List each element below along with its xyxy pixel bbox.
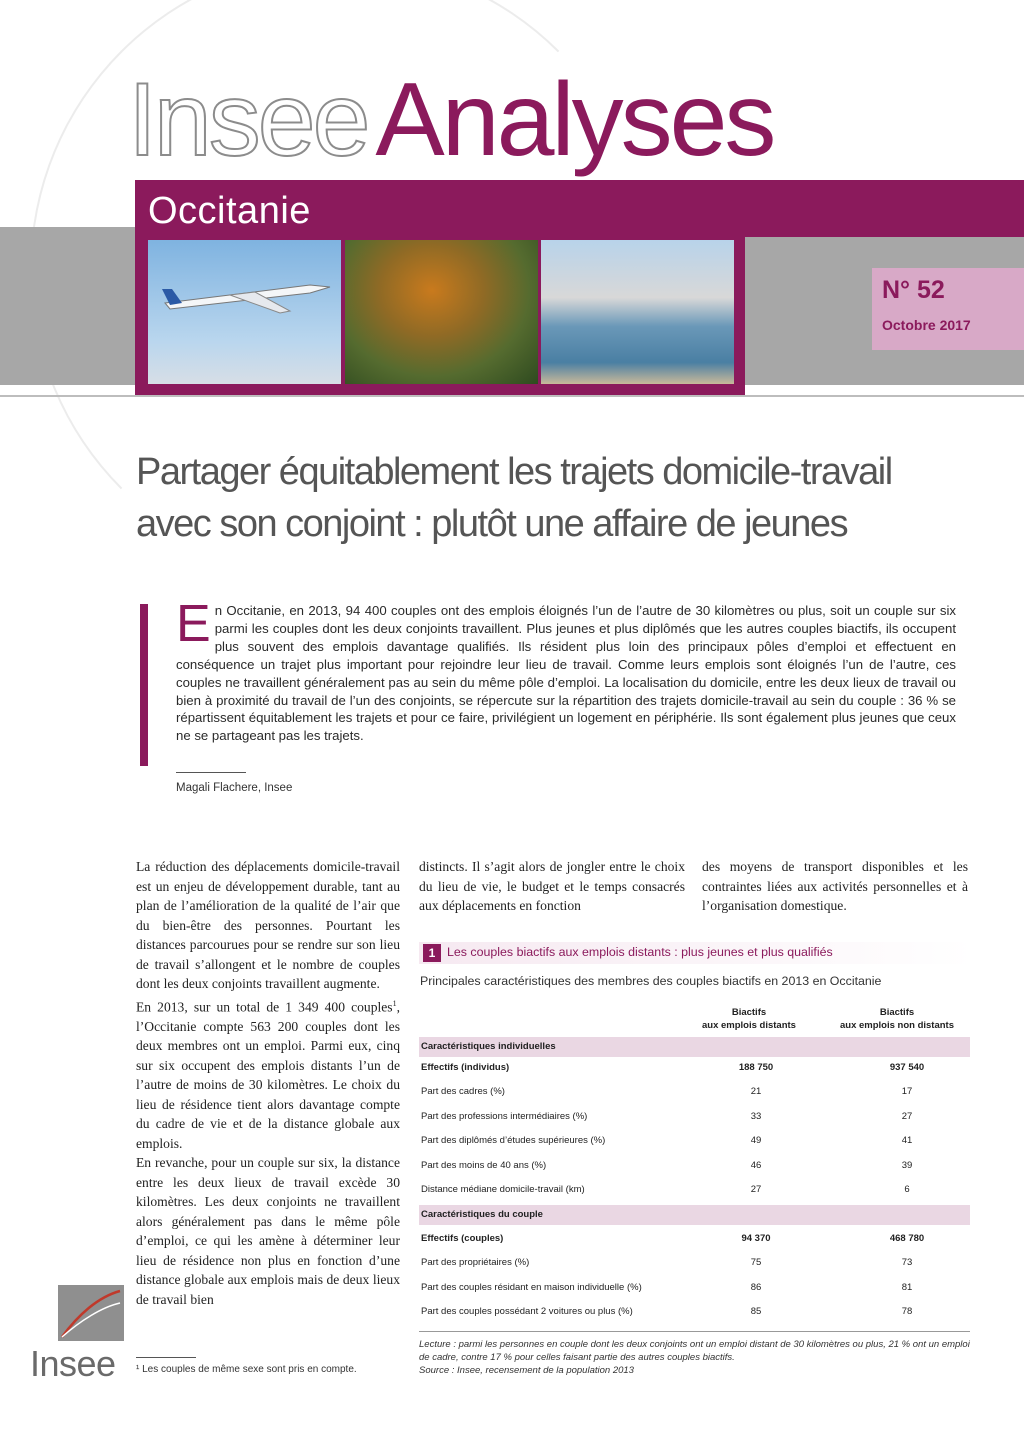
header-line: aux emplois distants bbox=[702, 1020, 796, 1031]
row-value-non-distant: 468 780 bbox=[889, 1233, 925, 1244]
body-paragraph: distincts. Il s’agit alors de jongler entre le choix du lieu de vie, le budget et le temps consacrés aux déplacements en fonction bbox=[419, 859, 685, 913]
page-title bbox=[136, 446, 976, 550]
table-row bbox=[419, 1131, 970, 1151]
title-line-2: avec son conjoint : plutôt une affaire de jeunes bbox=[136, 503, 848, 545]
beach-photo bbox=[541, 240, 734, 384]
airplane-icon bbox=[160, 275, 335, 315]
row-value-distant: 94 370 bbox=[741, 1233, 771, 1244]
row-value-non-distant: 6 bbox=[904, 1184, 910, 1195]
row-value-non-distant: 41 bbox=[901, 1135, 913, 1146]
summary-text: n Occitanie, en 2013, 94 400 couples ont des emplois éloignés l’un de l’autre de 30 kilomètres ou plus, soit un couple sur six parmi les couples dont les deux conjoints travaillent. Plus jeunes et plus diplômés que les autres couples biactifs, ils occupent plus souvent des emplois davantage qualifiés. Ils résident plus loin des principaux pôles d’emploi et effectuent en conséquence un trajet plus important pour rejoindre leur lieu de travail. Comme leurs emplois sont éloignés l’un de l’autre, ces couples ne travaillent généralement pas au sein du même pôle d’emploi. La localisation du domicile, entre les deux lieux de travail ou bien à proximité du travail de l’un des conjoints, se répercute sur la répartition des trajets domicile-travail au sein du couple : 36 % se répartissent équitablement les trajets et pour ce faire, privilégient un logement en périphérie. Ils sont également plus jeunes que ceux ne se partageant pas les trajets. bbox=[176, 603, 956, 744]
table-source: Source : Insee, recensement de la population 2013 bbox=[419, 1365, 634, 1376]
row-label: Effectifs (couples) bbox=[421, 1233, 504, 1244]
section-label: Caractéristiques individuelles bbox=[421, 1041, 556, 1052]
row-label: Effectifs (individus) bbox=[421, 1062, 510, 1073]
canal-photo bbox=[345, 240, 538, 384]
row-label: Part des moins de 40 ans (%) bbox=[421, 1160, 547, 1171]
row-label: Part des professions intermédiaires (%) bbox=[421, 1111, 588, 1122]
row-label: Part des diplômés d’études supérieures (%) bbox=[421, 1135, 606, 1146]
table-row bbox=[419, 1302, 970, 1322]
brand-analyses: Analyses bbox=[375, 62, 774, 178]
brand-insee: Insee bbox=[128, 62, 368, 178]
table-reading-note: Lecture : parmi les personnes en couple dont les deux conjoints ont un emploi distant de 30 kilomètres ou plus, 21 % ont un emploi de cadre, contre 17 % pour celles faisant partie des autres couples biactifs. bbox=[419, 1339, 970, 1363]
table-section-individual bbox=[419, 1037, 970, 1057]
table-row bbox=[419, 1180, 970, 1200]
row-value-distant: 86 bbox=[750, 1282, 762, 1293]
section-label: Caractéristiques du couple bbox=[421, 1209, 543, 1220]
table-row bbox=[419, 1229, 970, 1249]
body-text: , l’Occitanie compte 563 200 couples dont les deux membres ont un emploi. Parmi eux, cinq sur six occupent des emplois distants l’un de l’autre de moins de 30 kilomètres. Le choix du lieu de résidence tient alors davantage compte du cadre de vie et de la distance globale aux emplois. bbox=[136, 999, 400, 1151]
figure-number: 1 bbox=[423, 944, 441, 962]
body-paragraph: En revanche, pour un couple sur six, la distance entre les deux lieux de travail excède 30 kilomètres. Les deux conjoints ne travaillent alors généralement pas dans le même pôle d’emploi, ce qui les amène à déterminer leur lieu de résidence non plus en fonction d’une distance globale aux emplois mais de deux lieux de travail bien bbox=[136, 1155, 400, 1307]
row-value-distant: 85 bbox=[750, 1306, 762, 1317]
issue-date: Octobre 2017 bbox=[882, 317, 971, 333]
row-value-distant: 46 bbox=[750, 1160, 762, 1171]
row-value-non-distant: 78 bbox=[901, 1306, 913, 1317]
author-divider bbox=[176, 772, 246, 773]
row-value-non-distant: 39 bbox=[901, 1160, 913, 1171]
row-value-distant: 75 bbox=[750, 1257, 762, 1268]
table-column-header-non-distant bbox=[832, 1006, 962, 1032]
row-label: Distance médiane domicile-travail (km) bbox=[421, 1184, 585, 1195]
row-label: Part des cadres (%) bbox=[421, 1086, 505, 1097]
row-value-non-distant: 73 bbox=[901, 1257, 913, 1268]
header-line: Biactifs bbox=[731, 1007, 767, 1018]
body-column-1 bbox=[136, 857, 400, 1309]
row-value-non-distant: 937 540 bbox=[889, 1062, 925, 1073]
row-value-distant: 21 bbox=[750, 1086, 762, 1097]
footnote-ref: 1 bbox=[392, 998, 397, 1008]
body-text: En 2013, sur un total de 1 349 400 couples bbox=[136, 999, 393, 1015]
table-bottom-rule bbox=[419, 1331, 970, 1332]
region-label: Occitanie bbox=[148, 190, 311, 232]
summary-accent-bar bbox=[140, 604, 148, 766]
figure-subtitle: Principales caractéristiques des membres des couples biactifs en 2013 en Occitanie bbox=[420, 974, 882, 988]
figure-title: Les couples biactifs aux emplois distants : plus jeunes et plus qualifiés bbox=[447, 945, 833, 959]
row-value-non-distant: 81 bbox=[901, 1282, 913, 1293]
header-line: aux emplois non distants bbox=[839, 1020, 955, 1031]
table-row bbox=[419, 1082, 970, 1102]
row-label: Part des propriétaires (%) bbox=[421, 1257, 530, 1268]
body-paragraph bbox=[136, 994, 400, 1154]
row-value-distant: 27 bbox=[750, 1184, 762, 1195]
table-row bbox=[419, 1058, 970, 1078]
table-row bbox=[419, 1278, 970, 1298]
table-row bbox=[419, 1156, 970, 1176]
body-column-2 bbox=[419, 857, 685, 916]
summary-dropcap: E bbox=[176, 595, 211, 653]
table-section-couple bbox=[419, 1205, 970, 1225]
issue-number: N° 52 bbox=[882, 276, 945, 304]
summary-paragraph bbox=[176, 595, 956, 745]
row-value-non-distant: 17 bbox=[901, 1086, 913, 1097]
row-value-distant: 188 750 bbox=[738, 1062, 774, 1073]
insee-logo-text: Insee bbox=[30, 1343, 116, 1384]
row-label: Part des couples possédant 2 voitures ou plus (%) bbox=[421, 1306, 633, 1317]
table-row bbox=[419, 1253, 970, 1273]
footnote: ¹ Les couples de même sexe sont pris en compte. bbox=[136, 1364, 357, 1375]
author: Magali Flachere, Insee bbox=[176, 782, 293, 794]
header-divider bbox=[0, 395, 1024, 397]
body-paragraph: des moyens de transport disponibles et les contraintes liées aux activités personnelles et à l’organisation domestique. bbox=[702, 859, 968, 913]
footnote-divider bbox=[136, 1357, 196, 1358]
table-column-header-distant bbox=[690, 1006, 808, 1032]
row-value-distant: 49 bbox=[750, 1135, 762, 1146]
body-paragraph: La réduction des déplacements domicile-travail est un enjeu de développement durable, tant au plan de l’amélioration de la qualité de l’air que du bien-être des personnes. Pourtant les distances parcourues pour se rendre sur son lieu de travail s’allongent et le nombre de couples dont les deux conjoints travaillent augmente. bbox=[136, 859, 400, 991]
title-line-1: Partager équitablement les trajets domicile-travail bbox=[136, 451, 892, 493]
row-value-distant: 33 bbox=[750, 1111, 762, 1122]
row-label: Part des couples résidant en maison individuelle (%) bbox=[421, 1282, 642, 1293]
brand-title bbox=[128, 62, 774, 178]
insee-logo-swoosh-icon bbox=[58, 1285, 124, 1341]
body-column-3 bbox=[702, 857, 968, 916]
row-value-non-distant: 27 bbox=[901, 1111, 913, 1122]
header-line: Biactifs bbox=[879, 1007, 915, 1018]
table-row bbox=[419, 1107, 970, 1127]
